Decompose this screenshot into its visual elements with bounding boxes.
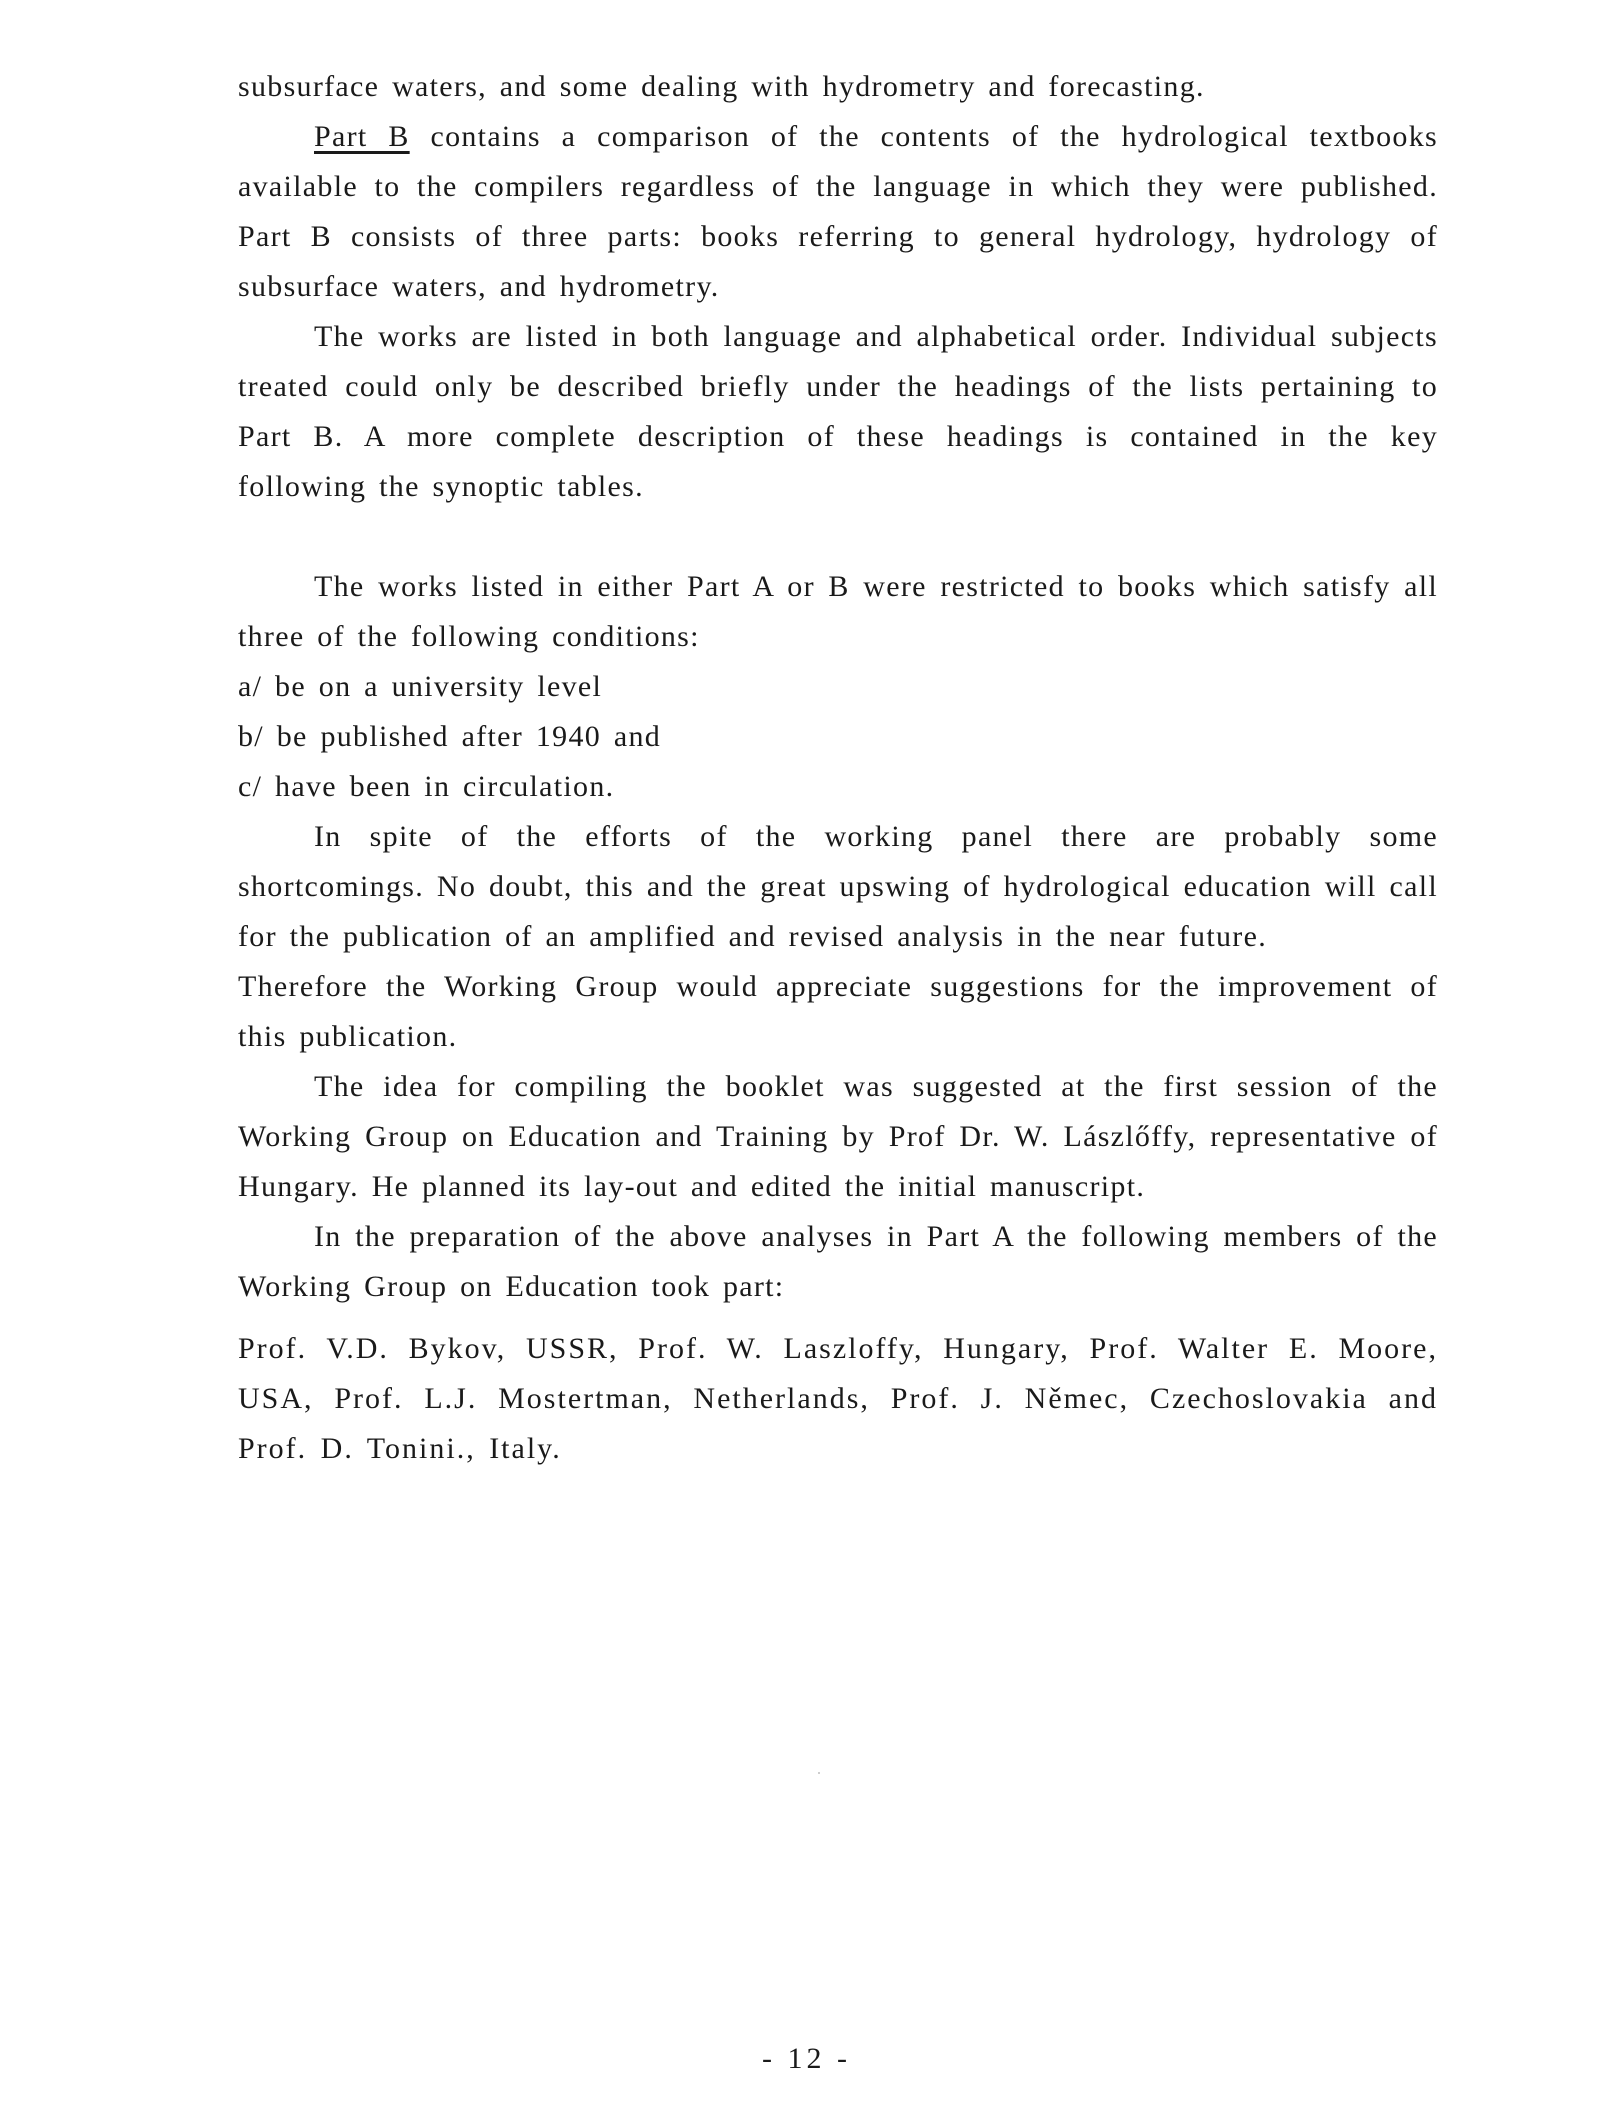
paragraph-5: In spite of the efforts of the working panel there are probably some shortcomings. No doubt, this and the great upswing of hydrological education will call for the publication of an amplified and revised analysis in the near future. xyxy=(238,820,1438,953)
paragraph-3: The works are listed in both language and alphabetical order. Individual subjects treated could only be described briefly under the headings of the lists pertaining to Part B. A more complete description of these headings is contained in the key following the synoptic tables. xyxy=(238,320,1438,503)
paragraph-8: In the preparation of the above analyses in Part A the following members of the Working Group on Education took part: xyxy=(238,1220,1438,1303)
condition-c: c/ have been in circulation. xyxy=(238,770,615,803)
paragraph-6: Therefore the Working Group would appreciate suggestions for the improvement of this publication. xyxy=(238,970,1438,1053)
page-number: - 12 - xyxy=(762,2042,851,2075)
body-text xyxy=(238,62,1438,1474)
paragraph-7: The idea for compiling the booklet was suggested at the first session of the Working Group on Education and Training by Prof Dr. W. Lászlőffy, representative of Hungary. He planned its lay-out and edited the initial manuscript. xyxy=(238,1070,1438,1203)
paragraph-9-members: Prof. V.D. Bykov, USSR, Prof. W. Laszloffy, Hungary, Prof. Walter E. Moore, USA, Prof. L.J. Mostertman, Netherlands, Prof. J. Němec, Czechoslovakia and Prof. D. Tonini., Italy. xyxy=(238,1332,1438,1465)
paragraph-4: The works listed in either Part A or B were restricted to books which satisfy all three of the following conditions: xyxy=(238,570,1438,653)
paragraph-2-text: contains a comparison of the contents of the hydrological textbooks available to the compilers regardless of the language in which they were published. Part B consists of three parts: books referring to general hydrology, hydrology of subsurface waters, and hydrometry. xyxy=(238,120,1438,303)
part-b-underlined: Part B xyxy=(314,120,410,153)
condition-b: b/ be published after 1940 and xyxy=(238,720,662,753)
paragraph-1: subsurface waters, and some dealing with hydrometry and forecasting. xyxy=(238,70,1205,103)
condition-a: a/ be on a university level xyxy=(238,670,603,703)
paragraph-2 xyxy=(238,112,1438,312)
scan-speck xyxy=(818,1772,820,1774)
